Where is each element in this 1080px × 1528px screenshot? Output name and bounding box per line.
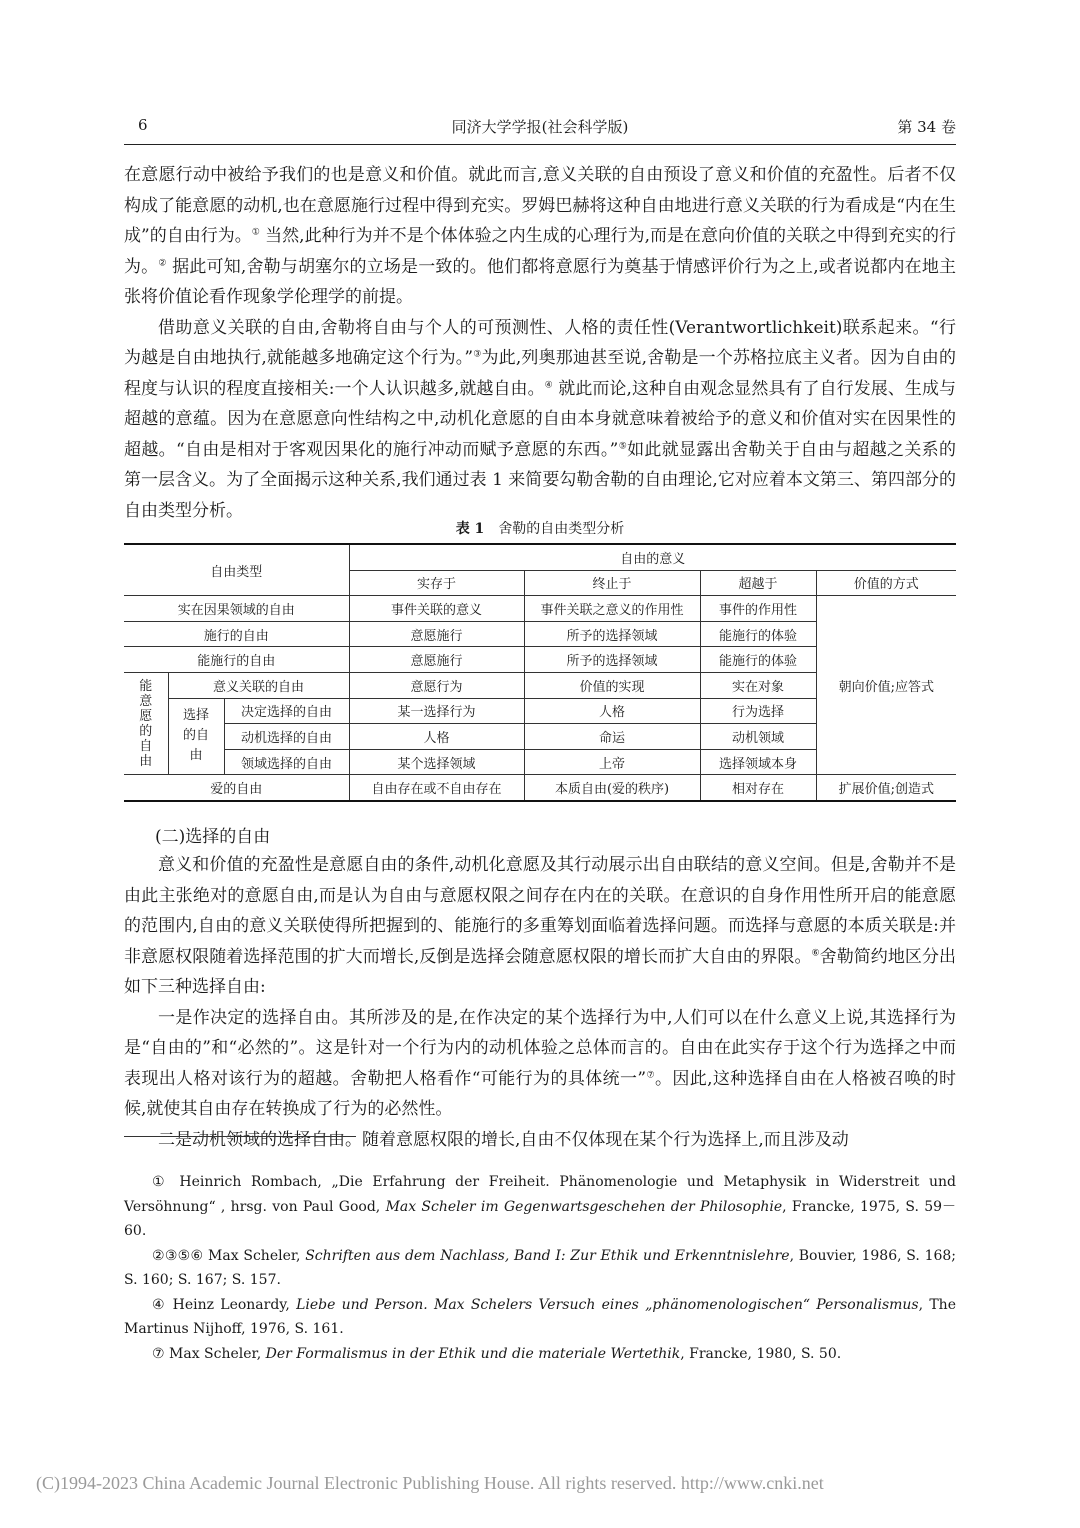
footnote-mark: ④ [152,1296,167,1313]
table-cell: 决定选择的自由 [224,698,349,724]
footnote-text: Max Scheler, [203,1247,306,1264]
table-cell: 某一选择行为 [349,698,524,724]
table-cell: 能施行的体验 [700,621,816,647]
para4-text-b: 。因此,这种选择自由在人格被召唤的时候,就使其自由存在转换成了行为的必然性。 [124,1068,956,1119]
table-cell: 朝向价值;应答式 [816,596,956,775]
table-cell: 价值的实现 [524,672,700,698]
table-head-cell: 自由类型 [124,544,349,596]
paragraph-1 [124,160,956,313]
table-cell: 意愿行为 [349,672,524,698]
footnote-ref-5[interactable]: ⑤ [618,440,628,451]
para3-text-b: 舍勒简约地区分出如下三种选择自由: [124,946,956,997]
table-head-cell: 超越于 [700,570,816,596]
para3-text: 意义和价值的充盈性是意愿自由的条件,动机化意愿及其行动展示出自由联结的意义空间。但是,舍勒并不是由此主张绝对的意愿自由,而是认为自由与意愿权限之间存在内在的关联。在意识的自身作用性所开启的能意愿的范围内,自由的意义关联使得所把握到的、能施行的多重筹划面临着选择问题。而选择与意愿的本质关联是:并非意愿权限随着选择范围的扩大而增长,反倒是选择会随意愿权限的增长而扩大自由的界限。 [124,855,956,967]
section-heading: (二)选择的自由 [155,827,271,847]
table-cell: 事件关联的意义 [349,596,524,622]
table-cell: 领域选择的自由 [224,749,349,775]
footnote-text: , Francke, 1980, S. 50. [680,1345,842,1362]
table-subgroup-label: 选择的自由 [168,698,224,775]
footnote-text: , Bouvier, 1986, S. 168; S. 160; S. 167; S. 157. [124,1247,957,1288]
body-text-top [124,160,956,526]
para2-text-c: 就此而论,这种自由观念显然具有了自行发展、生成与超越的意蕴。因为在意愿意向性结构之中,动机化意愿的自由本身就意味着被给予的意义和价值对实在因果性的超越。“自由是相对于客观因果化的施行冲动而赋予意愿的东西。” [124,378,957,460]
table-head-cell: 价值的方式 [816,570,956,596]
paragraph-2 [124,313,956,527]
table-cell: 自由存在或不自由存在 [349,775,524,801]
volume-label: 第 34 卷 [897,118,956,136]
table-cell: 实在因果领域的自由 [124,596,349,622]
copyright-notice: (C)1994-2023 China Academic Journal Electronic Publishing House. All rights reserved. http://www.cnki.net [36,1473,824,1493]
footnote-title: Der Formalismus in der Ethik und die materiale Wertethik [265,1345,681,1362]
table-row [124,775,956,801]
table-cell: 人格 [524,698,700,724]
table-caption-label: 表 1 [455,521,485,537]
table-cell: 动机领域 [700,724,816,750]
table-cell: 爱的自由 [124,775,349,801]
table-caption-title: 舍勒的自由类型分析 [498,521,625,537]
para4-text: 一是作决定的选择自由。其所涉及的是,在作决定的某个选择行为中,人们可以在什么意义上说,其选择行为是“自由的”和“必然的”。这是针对一个行为内的动机体验之总体而言的。自由在此实存于这个行为选择之中而表现出人格对该行为的超越。舍勒把人格看作“可能行为的具体统一” [124,1007,956,1089]
footnote-text: , Francke, 1975, S. 59－60. [124,1198,957,1239]
table-cell: 扩展价值;创造式 [816,775,956,801]
paragraph-3 [124,850,956,1003]
table-cell: 意愿施行 [349,621,524,647]
table-cell: 命运 [524,724,700,750]
table-cell: 施行的自由 [124,621,349,647]
para5-text: 二是动机领域的选择自由。随着意愿权限的增长,自由不仅体现在某个行为选择上,而且涉及动 [158,1129,849,1150]
footnote-ref-2[interactable]: ② [158,257,167,268]
footnote-4 [124,1342,956,1367]
footnote-text: Heinz Leonardy, [166,1296,297,1313]
table-cell: 能施行的体验 [700,647,816,673]
footnote-mark: ②③⑤⑥ [152,1247,204,1264]
body-text-bottom [124,850,956,1155]
footnote-title: Liebe und Person. Max Schelers Versuch eines „phänomenologischen“ Personalismus [296,1296,919,1313]
footnote-text: Heinrich Rombach, „Die Erfahrung der Freiheit. Phänomenologie und Metaphysik in Widerstreit und Versöhnung“ , hrsg. von Paul Good, [124,1174,956,1215]
table-head-cell: 自由的意义 [349,544,956,570]
para1-text-b: 当然,此种行为并不是个体体验之内生成的心理行为,而是在意向价值的关联之中得到充实的行为。 [124,226,956,277]
footnotes [124,1170,956,1366]
table-cell: 所予的选择领域 [524,647,700,673]
table-head-cell: 终止于 [524,570,700,596]
table-cell: 动机选择的自由 [224,724,349,750]
footnote-text: , The Martinus Nijhoff, 1976, S. 161. [124,1296,956,1337]
para2-text: 借助意义关联的自由,舍勒将自由与个人的可预测性、人格的责任性(Verantwortlichkeit)联系起来。“行为越是自由地执行,就能越多地确定这个行为。” [124,317,956,368]
table-head-cell: 实存于 [349,570,524,596]
table-caption [124,518,956,538]
table-cell: 意义关联的自由 [168,672,349,698]
table-row [124,596,956,622]
table-cell: 选择领域本身 [700,749,816,775]
table-cell: 行为选择 [700,698,816,724]
table-cell: 实在对象 [700,672,816,698]
freedom-types-table [124,543,956,802]
footnote-3 [124,1293,956,1342]
para1-text: 在意愿行动中被给予我们的也是意义和价值。就此而言,意义关联的自由预设了意义和价值的充盈性。后者不仅构成了能意愿的动机,也在意愿施行过程中得到充实。罗姆巴赫将这种自由地进行意义关联的行为看成是“内在生成”的自由行为。 [124,165,956,246]
table-cell: 人格 [349,724,524,750]
footnote-ref-1[interactable]: ① [251,227,260,238]
paragraph-4 [124,1003,956,1125]
table-group-label: 能意愿的自由 [124,672,168,774]
table-cell: 上帝 [524,749,700,775]
footnote-divider [124,1136,356,1137]
para1-text-c: 据此可知,舍勒与胡塞尔的立场是一致的。他们都将意愿行为奠基于情感评价行为之上,或者说都内在地主张将价值论看作现象学伦理学的前提。 [124,256,956,307]
table-cell: 某个选择领域 [349,749,524,775]
footnote-text: Max Scheler, [164,1345,266,1362]
page-number: 6 [138,116,148,134]
footnote-ref-4[interactable]: ④ [544,379,553,390]
table-cell: 事件的作用性 [700,596,816,622]
footnote-ref-6[interactable]: ⑥ [811,947,820,958]
footnote-title: Schriften aus dem Nachlass, Band I: Zur Ethik und Erkenntnislehre [305,1247,790,1264]
table-cell: 本质自由(爱的秩序) [524,775,700,801]
footnote-mark: ⑦ [152,1345,165,1362]
footnote-1 [124,1170,956,1244]
para2-text-b: 为此,列奥那迪甚至说,舍勒是一个苏格拉底主义者。因为自由的程度与认识的程度直接相关:一个人认识越多,就越自由。 [124,348,956,399]
table-cell: 相对存在 [700,775,816,801]
footnote-mark: ① [152,1174,170,1190]
table-row [124,544,956,570]
footnote-2 [124,1244,956,1293]
running-header [124,116,956,145]
footnote-ref-3[interactable]: ③ [473,349,482,360]
table-cell: 事件关联之意义的作用性 [524,596,700,622]
footnote-ref-7[interactable]: ⑦ [646,1069,655,1080]
paragraph-5 [124,1125,956,1156]
para2-text-d: 如此就显露出舍勒关于自由与超越之关系的第一层含义。为了全面揭示这种关系,我们通过表 1 来简要勾勒舍勒的自由理论,它对应着本文第三、第四部分的自由类型分析。 [124,439,956,521]
journal-title: 同济大学学报(社会科学版) [451,118,629,136]
table-cell: 能施行的自由 [124,647,349,673]
table-cell: 所予的选择领域 [524,621,700,647]
footnote-title: Max Scheler im Gegenwartsgeschehen der Philosophie [385,1198,783,1215]
table-cell: 意愿施行 [349,647,524,673]
